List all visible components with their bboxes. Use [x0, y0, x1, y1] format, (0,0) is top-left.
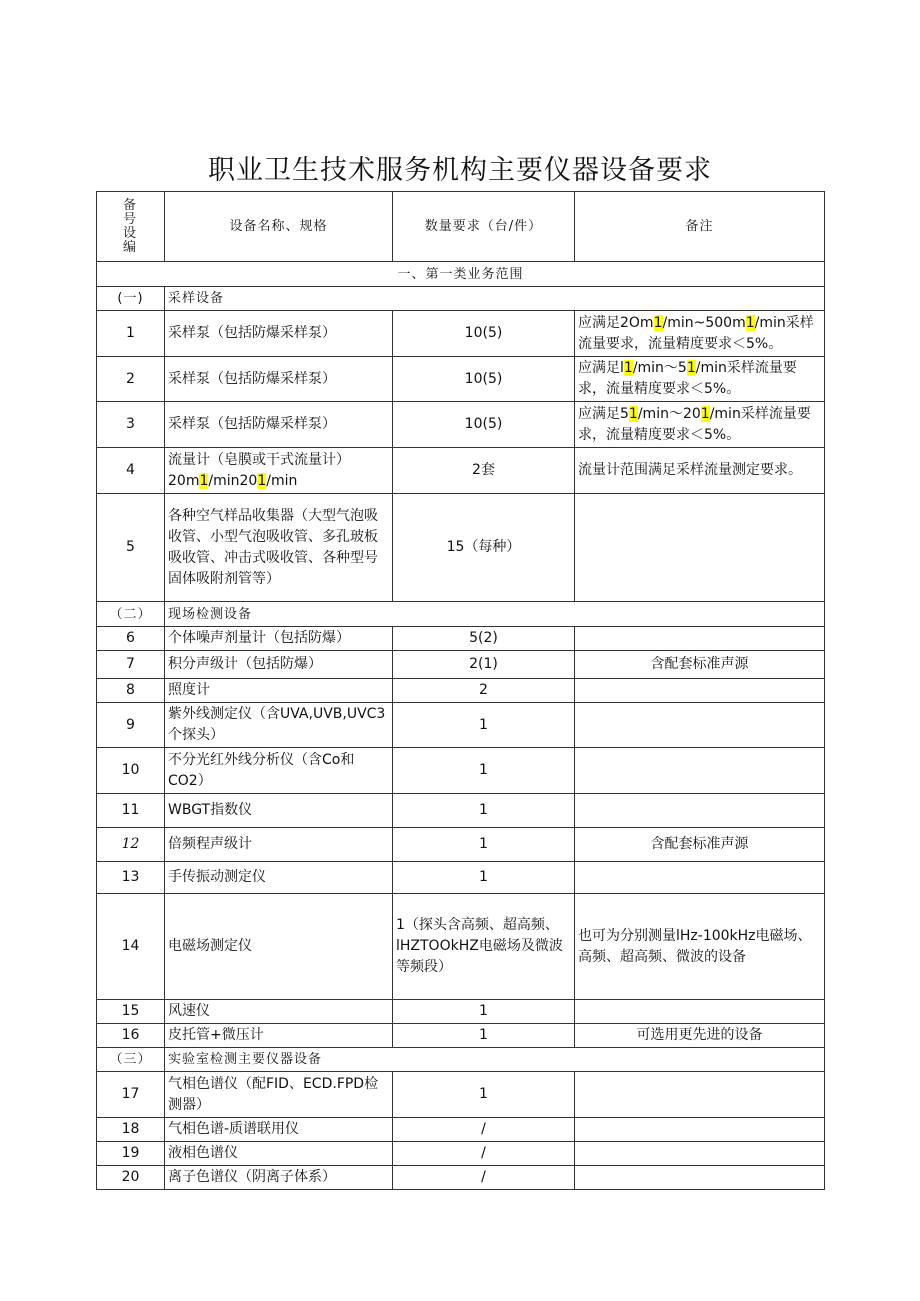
row-note: 应满足51/min～201/min采样流量要求，流量精度要求＜5%。: [575, 402, 825, 448]
table-row: [97, 1024, 825, 1048]
row-qty: 15（每种）: [393, 494, 575, 602]
row-note: [575, 494, 825, 602]
row-no: 3: [97, 402, 165, 448]
row-note: [575, 862, 825, 894]
row-no: 8: [97, 679, 165, 703]
section-no: (一): [97, 287, 165, 311]
row-no: 6: [97, 627, 165, 651]
table-row: [97, 627, 825, 651]
header-qty: 数量要求（台/件）: [393, 192, 575, 262]
row-no: 10: [97, 748, 165, 794]
row-name: 紫外线测定仪（含UVA,UVB,UVC3个探头）: [165, 703, 393, 748]
table-row: [97, 1166, 825, 1190]
row-name: 手传振动测定仪: [165, 862, 393, 894]
table-row: [97, 894, 825, 1000]
row-name: 离子色谱仪（阴离子体系）: [165, 1166, 393, 1190]
table-row: [97, 1072, 825, 1118]
scope-row: [97, 262, 825, 287]
scope-title: 一、第一类业务范围: [97, 262, 825, 287]
row-name: 气相色谱-质谱联用仪: [165, 1118, 393, 1142]
row-note: [575, 748, 825, 794]
row-name: 不分光红外线分析仪（含Co和CO2）: [165, 748, 393, 794]
table-row: [97, 1142, 825, 1166]
row-qty: /: [393, 1166, 575, 1190]
page-title: 职业卫生技术服务机构主要仪器设备要求: [208, 155, 712, 186]
row-note: 含配套标准声源: [575, 828, 825, 862]
row-name: 照度计: [165, 679, 393, 703]
header-no: 备号设编: [97, 192, 165, 262]
header-name: 设备名称、规格: [165, 192, 393, 262]
row-no: 7: [97, 651, 165, 679]
row-no: 1: [97, 311, 165, 357]
row-qty: 10(5): [393, 357, 575, 402]
row-note: [575, 794, 825, 828]
table-row: [97, 494, 825, 602]
row-note: 含配套标准声源: [575, 651, 825, 679]
row-qty: /: [393, 1142, 575, 1166]
section-row: [97, 1048, 825, 1072]
row-name: 气相色谱仪（配FID、ECD.FPD检测器）: [165, 1072, 393, 1118]
row-name: 个体噪声剂量计（包括防爆）: [165, 627, 393, 651]
section-row: [97, 602, 825, 627]
table-row: [97, 828, 825, 862]
equipment-table: [96, 191, 825, 1190]
row-note: 可选用更先进的设备: [575, 1024, 825, 1048]
section-label: 实验室检测主要仪器设备: [165, 1048, 825, 1072]
row-qty: 10(5): [393, 402, 575, 448]
row-note: [575, 1000, 825, 1024]
row-no: 15: [97, 1000, 165, 1024]
table-row: [97, 748, 825, 794]
row-qty: 1: [393, 748, 575, 794]
table-row: [97, 862, 825, 894]
section-label: 采样设备: [165, 287, 825, 311]
row-name: 电磁场测定仪: [165, 894, 393, 1000]
row-name: 采样泵（包括防爆采样泵）: [165, 311, 393, 357]
row-name: 皮托管+微压计: [165, 1024, 393, 1048]
header-note: 备注: [575, 192, 825, 262]
row-no: 17: [97, 1072, 165, 1118]
table-row: [97, 311, 825, 357]
table-row: [97, 1118, 825, 1142]
section-label: 现场检测设备: [165, 602, 825, 627]
row-no: 20: [97, 1166, 165, 1190]
table-row: [97, 679, 825, 703]
section-row: [97, 287, 825, 311]
row-note: [575, 627, 825, 651]
row-no: 2: [97, 357, 165, 402]
row-qty: 1: [393, 862, 575, 894]
section-no: （三）: [97, 1048, 165, 1072]
row-name: 积分声级计（包括防爆）: [165, 651, 393, 679]
row-qty: 1: [393, 1000, 575, 1024]
row-qty: 1（探头含高频、超高频、lHZTOOkHZ电磁场及微波等频段）: [393, 894, 575, 1000]
row-no: 14: [97, 894, 165, 1000]
row-qty: 2套: [393, 448, 575, 494]
row-qty: 1: [393, 1072, 575, 1118]
row-qty: 1: [393, 703, 575, 748]
row-no: 19: [97, 1142, 165, 1166]
row-note: 应满足l1/min～51/min采样流量要求，流量精度要求＜5%。: [575, 357, 825, 402]
table-row: [97, 794, 825, 828]
row-name: 各种空气样品收集器（大型气泡吸收管、小型气泡吸收管、多孔玻板吸收管、冲击式吸收管、各种型号固体吸附剂管等）: [165, 494, 393, 602]
row-no: 18: [97, 1118, 165, 1142]
row-note: 应满足2Om1/min~500m1/min采样流量要求，流量精度要求＜5%。: [575, 311, 825, 357]
row-note: [575, 703, 825, 748]
row-name: 液相色谱仪: [165, 1142, 393, 1166]
row-no: 16: [97, 1024, 165, 1048]
table-row: [97, 357, 825, 402]
row-qty: 1: [393, 1024, 575, 1048]
row-qty: 2: [393, 679, 575, 703]
row-qty: 2(1): [393, 651, 575, 679]
row-no: 11: [97, 794, 165, 828]
row-note: [575, 1072, 825, 1118]
row-note: 也可为分别测量lHz-100kHz电磁场、高频、超高频、微波的设备: [575, 894, 825, 1000]
row-note: [575, 1166, 825, 1190]
row-qty: 1: [393, 828, 575, 862]
table-header-row: [97, 192, 825, 262]
row-name: 倍频程声级计: [165, 828, 393, 862]
table-row: [97, 448, 825, 494]
row-no: 13: [97, 862, 165, 894]
row-name: 采样泵（包括防爆采样泵）: [165, 402, 393, 448]
table-row: [97, 651, 825, 679]
row-qty: 5(2): [393, 627, 575, 651]
row-qty: 10(5): [393, 311, 575, 357]
row-name: 风速仪: [165, 1000, 393, 1024]
row-no: 12: [97, 828, 165, 862]
row-qty: 1: [393, 794, 575, 828]
section-no: （二）: [97, 602, 165, 627]
row-note: [575, 1142, 825, 1166]
row-note: 流量计范围满足采样流量测定要求。: [575, 448, 825, 494]
row-no: 4: [97, 448, 165, 494]
row-note: [575, 679, 825, 703]
table-row: [97, 703, 825, 748]
row-name: 采样泵（包括防爆采样泵）: [165, 357, 393, 402]
row-name: 流量计（皂膜或干式流量计）20m1/min201/min: [165, 448, 393, 494]
row-qty: /: [393, 1118, 575, 1142]
row-no: 5: [97, 494, 165, 602]
row-name: WBGT指数仪: [165, 794, 393, 828]
table-row: [97, 402, 825, 448]
table-row: [97, 1000, 825, 1024]
row-note: [575, 1118, 825, 1142]
row-no: 9: [97, 703, 165, 748]
